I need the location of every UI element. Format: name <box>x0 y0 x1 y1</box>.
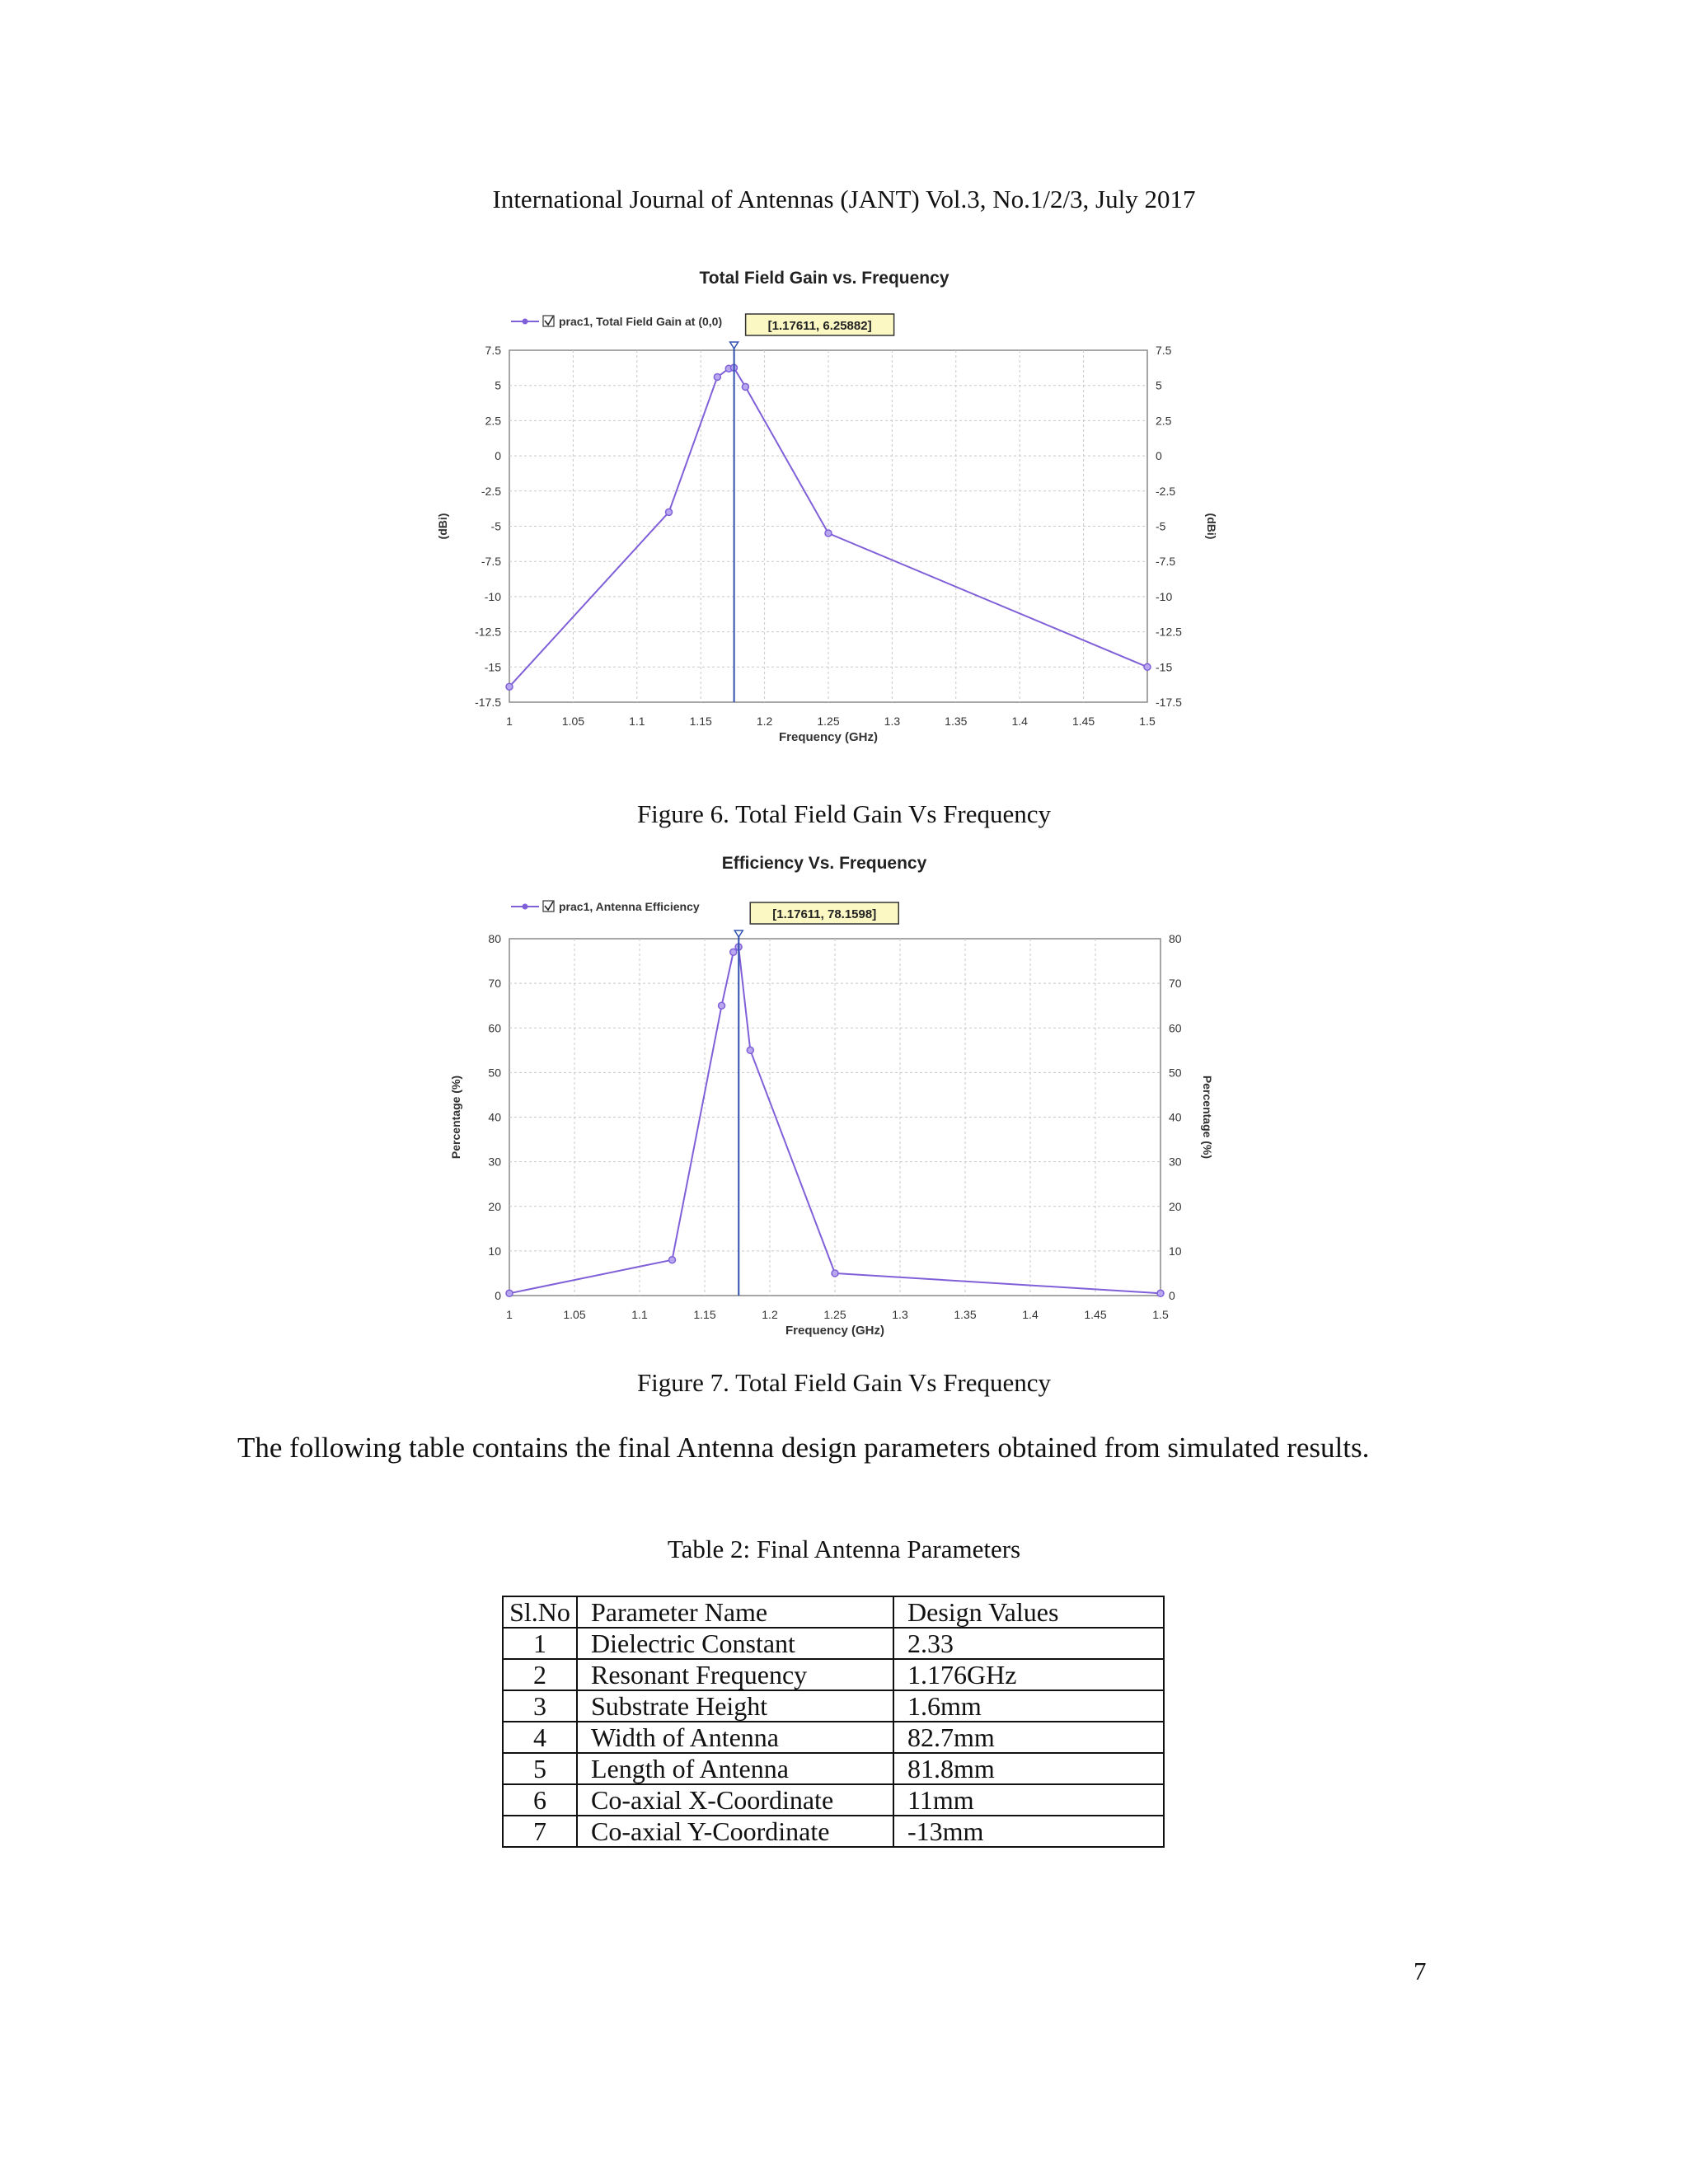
chart-title: Total Field Gain vs. Frequency <box>699 269 950 288</box>
y-tick-label-left: 0 <box>495 449 501 463</box>
x-tick-label: 1.25 <box>817 715 840 728</box>
y-axis-label-right: Percentage (%) <box>1201 1075 1214 1160</box>
legend-label: prac1, Total Field Gain at (0,0) <box>559 315 723 328</box>
y-tick-label-left: -15 <box>484 660 501 674</box>
x-tick-label: 1.15 <box>693 1308 716 1321</box>
legend-marker <box>523 319 528 325</box>
x-tick-label: 1 <box>506 715 513 728</box>
y-tick-label-left: 7.5 <box>485 344 501 357</box>
x-tick-label: 1.4 <box>1011 715 1028 728</box>
data-point <box>719 1002 725 1009</box>
data-point <box>832 1270 838 1277</box>
y-tick-label-left: -10 <box>484 589 501 603</box>
y-tick-label-right: 0 <box>1169 1289 1175 1302</box>
row-number: 6 <box>503 1784 577 1816</box>
header-sl-no: Sl.No <box>503 1596 577 1628</box>
data-point <box>730 949 737 955</box>
table-header-row <box>503 1596 1164 1628</box>
y-axis-label-left: Percentage (%) <box>449 1075 462 1160</box>
row-number: 2 <box>503 1659 577 1690</box>
parameter-name: Dielectric Constant <box>577 1628 893 1659</box>
y-tick-label-right: 80 <box>1169 932 1182 945</box>
data-point <box>506 683 513 690</box>
x-tick-label: 1.1 <box>629 715 645 728</box>
parameter-name: Resonant Frequency <box>577 1659 893 1690</box>
x-tick-label: 1.2 <box>762 1308 778 1321</box>
x-axis-label: Frequency (GHz) <box>778 730 879 744</box>
x-tick-label: 1.45 <box>1084 1308 1107 1321</box>
data-point <box>506 1290 513 1296</box>
table-row <box>503 1753 1164 1784</box>
gain-chart-svg <box>429 260 1220 762</box>
y-tick-label-left: 0 <box>495 1289 501 1302</box>
table-row <box>503 1784 1164 1816</box>
y-tick-label-right: 0 <box>1156 449 1162 463</box>
x-axis-label: Frequency (GHz) <box>785 1324 885 1338</box>
y-tick-label-left: 60 <box>488 1021 501 1035</box>
y-tick-label-left: 10 <box>488 1244 501 1258</box>
y-tick-label-left: 30 <box>488 1155 501 1169</box>
y-tick-label-right: 5 <box>1156 378 1162 392</box>
y-tick-label-left: -5 <box>490 519 501 533</box>
y-tick-label-left: 40 <box>488 1110 501 1124</box>
gain-chart <box>429 260 1220 762</box>
row-number: 7 <box>503 1816 577 1847</box>
data-point <box>747 1047 753 1053</box>
design-value: 1.6mm <box>893 1690 1164 1722</box>
x-tick-label: 1 <box>506 1308 513 1321</box>
y-tick-label-left: -17.5 <box>475 696 501 709</box>
body-paragraph: The following table contains the final Antenna design parameters obtained from simulated results. <box>237 1432 1370 1464</box>
y-axis-label-right: (dBi) <box>1205 513 1218 540</box>
design-value: 81.8mm <box>893 1753 1164 1784</box>
x-tick-label: 1.35 <box>945 715 968 728</box>
y-tick-label-left: 20 <box>488 1199 501 1213</box>
data-point <box>1144 663 1151 670</box>
data-point <box>742 383 748 390</box>
annotation-text: [1.17611, 78.1598] <box>772 907 877 921</box>
legend-marker <box>523 904 528 910</box>
x-tick-label: 1.5 <box>1152 1308 1169 1321</box>
y-tick-label-right: 20 <box>1169 1199 1182 1213</box>
y-tick-label-left: 50 <box>488 1066 501 1080</box>
x-tick-label: 1.35 <box>954 1308 977 1321</box>
design-value: 11mm <box>893 1784 1164 1816</box>
y-tick-label-right: -17.5 <box>1156 696 1182 709</box>
table-row <box>503 1690 1164 1722</box>
y-tick-label-left: 70 <box>488 977 501 991</box>
design-value: -13mm <box>893 1816 1164 1847</box>
y-tick-label-right: 10 <box>1169 1244 1182 1258</box>
y-tick-label-left: -2.5 <box>481 484 501 498</box>
row-number: 5 <box>503 1753 577 1784</box>
chart-title: Efficiency Vs. Frequency <box>721 854 927 873</box>
parameter-name: Co-axial X-Coordinate <box>577 1784 893 1816</box>
x-tick-label: 1.3 <box>892 1308 908 1321</box>
table-row <box>503 1816 1164 1847</box>
x-tick-label: 1.2 <box>756 715 773 728</box>
x-tick-label: 1.4 <box>1022 1308 1039 1321</box>
x-tick-label: 1.15 <box>689 715 712 728</box>
x-tick-label: 1.3 <box>884 715 901 728</box>
row-number: 4 <box>503 1722 577 1753</box>
data-point <box>825 530 832 537</box>
efficiency-chart <box>429 845 1220 1352</box>
y-tick-label-right: -12.5 <box>1156 625 1182 639</box>
y-tick-label-left: 2.5 <box>485 414 501 428</box>
data-point <box>669 1257 676 1263</box>
y-tick-label-right: 7.5 <box>1156 344 1172 357</box>
marker-triangle-icon <box>734 930 743 937</box>
x-tick-label: 1.1 <box>631 1308 648 1321</box>
x-tick-label: 1.5 <box>1139 715 1156 728</box>
header-design-values: Design Values <box>893 1596 1164 1628</box>
design-value: 82.7mm <box>893 1722 1164 1753</box>
y-tick-label-left: -12.5 <box>475 625 501 639</box>
y-axis-label-left: (dBi) <box>436 513 449 540</box>
x-tick-label: 1.05 <box>561 715 585 728</box>
y-tick-label-right: 2.5 <box>1156 414 1172 428</box>
page-number: 7 <box>1414 1957 1427 1985</box>
table-row <box>503 1659 1164 1690</box>
journal-header: International Journal of Antennas (JANT) Vol.3, No.1/2/3, July 2017 <box>492 185 1196 213</box>
row-number: 3 <box>503 1690 577 1722</box>
row-number: 1 <box>503 1628 577 1659</box>
x-tick-label: 1.05 <box>563 1308 586 1321</box>
y-tick-label-right: 70 <box>1169 977 1182 991</box>
parameter-name: Co-axial Y-Coordinate <box>577 1816 893 1847</box>
y-tick-label-right: -7.5 <box>1156 555 1176 569</box>
parameter-name: Substrate Height <box>577 1690 893 1722</box>
marker-triangle-icon <box>730 342 738 349</box>
data-point <box>1157 1290 1164 1296</box>
design-value: 2.33 <box>893 1628 1164 1659</box>
table-row <box>503 1722 1164 1753</box>
legend-label: prac1, Antenna Efficiency <box>559 900 700 913</box>
y-tick-label-left: 80 <box>488 932 501 945</box>
figure-7-caption: Figure 7. Total Field Gain Vs Frequency <box>636 1368 1052 1397</box>
y-tick-label-right: 30 <box>1169 1155 1182 1169</box>
parameters-table <box>502 1596 1165 1848</box>
y-tick-label-left: -7.5 <box>481 555 501 569</box>
efficiency-chart-svg <box>429 845 1220 1352</box>
y-tick-label-right: -10 <box>1156 589 1173 603</box>
data-point <box>666 509 673 515</box>
parameter-name: Length of Antenna <box>577 1753 893 1784</box>
table-row <box>503 1628 1164 1659</box>
y-tick-label-right: 40 <box>1169 1110 1182 1124</box>
x-tick-label: 1.25 <box>823 1308 846 1321</box>
table-caption: Table 2: Final Antenna Parameters <box>667 1535 1021 1563</box>
annotation-text: [1.17611, 6.25882] <box>767 319 872 333</box>
y-tick-label-right: -15 <box>1156 660 1173 674</box>
y-tick-label-left: 5 <box>495 378 501 392</box>
y-tick-label-right: 60 <box>1169 1021 1182 1035</box>
data-point <box>714 373 720 380</box>
figure-6-caption: Figure 6. Total Field Gain Vs Frequency <box>636 799 1052 828</box>
parameter-name: Width of Antenna <box>577 1722 893 1753</box>
x-tick-label: 1.45 <box>1071 715 1095 728</box>
header-parameter-name: Parameter Name <box>577 1596 893 1628</box>
y-tick-label-right: -5 <box>1156 519 1166 533</box>
design-value: 1.176GHz <box>893 1659 1164 1690</box>
y-tick-label-right: 50 <box>1169 1066 1182 1080</box>
y-tick-label-right: -2.5 <box>1156 484 1176 498</box>
